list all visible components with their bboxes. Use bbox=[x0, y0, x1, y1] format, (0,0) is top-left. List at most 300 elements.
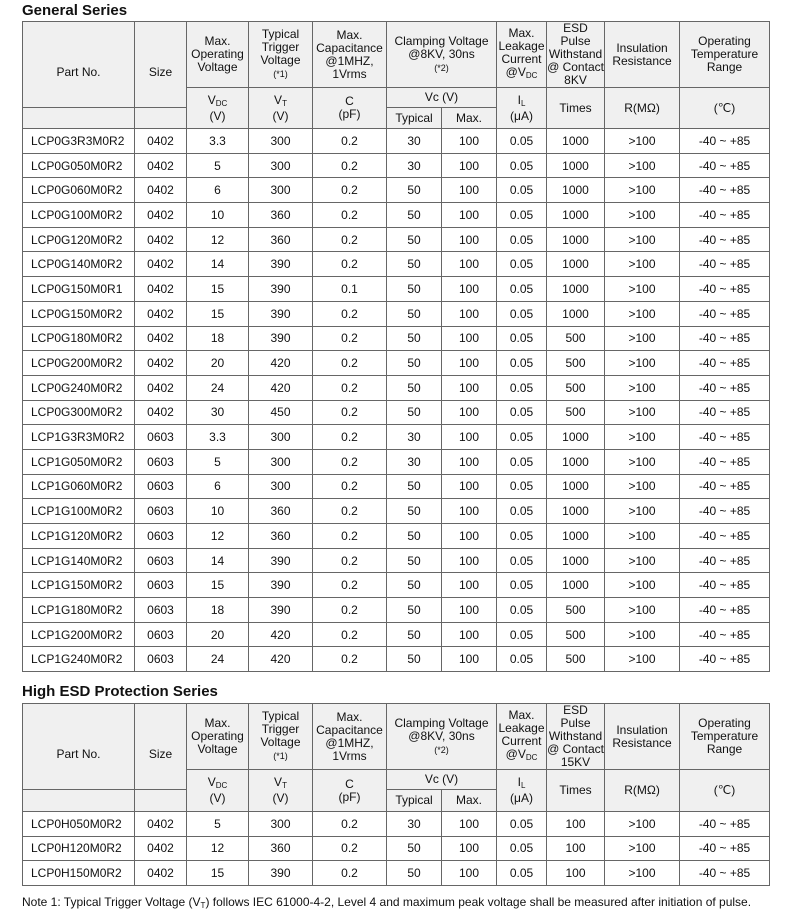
table-row bbox=[23, 301, 770, 326]
cell-trigger-voltage: 360 bbox=[249, 203, 313, 228]
cell-clamp-typical: 30 bbox=[387, 449, 442, 474]
unit-vdc: $V_{DC}$ (V) bbox=[187, 770, 249, 812]
cell-insulation: >100 bbox=[605, 425, 680, 450]
cell-clamp-max: 100 bbox=[442, 425, 497, 450]
cell-insulation: >100 bbox=[605, 474, 680, 499]
col-trigger-voltage: Typical Trigger Voltage (*1) bbox=[249, 22, 313, 88]
cell-max-voltage: 10 bbox=[187, 499, 249, 524]
col-insulation: Insulation Resistance bbox=[605, 22, 680, 88]
cell-capacitance: 0.2 bbox=[313, 400, 387, 425]
cell-size: 0603 bbox=[135, 425, 187, 450]
cell-esd-times: 1000 bbox=[547, 524, 605, 549]
unit-temp: (℃) bbox=[680, 770, 770, 812]
cell-capacitance: 0.2 bbox=[313, 836, 387, 861]
cell-temp-range: -40 ~ +85 bbox=[680, 573, 770, 598]
cell-temp-range: -40 ~ +85 bbox=[680, 425, 770, 450]
cell-clamp-max: 100 bbox=[442, 203, 497, 228]
cell-part-no: LCP0H150M0R2 bbox=[23, 861, 135, 886]
cell-esd-times: 100 bbox=[547, 836, 605, 861]
cell-clamp-max: 100 bbox=[442, 449, 497, 474]
cell-part-no: LCP0H050M0R2 bbox=[23, 812, 135, 837]
cell-part-no: LCP1G3R3M0R2 bbox=[23, 425, 135, 450]
cell-clamp-typical: 50 bbox=[387, 598, 442, 623]
cell-insulation: >100 bbox=[605, 647, 680, 672]
col-operating-temp: Operating Temperature Range bbox=[680, 22, 770, 88]
cell-capacitance: 0.2 bbox=[313, 203, 387, 228]
cell-part-no: LCP0H120M0R2 bbox=[23, 836, 135, 861]
cell-max-voltage: 5 bbox=[187, 449, 249, 474]
cell-temp-range: -40 ~ +85 bbox=[680, 499, 770, 524]
cell-insulation: >100 bbox=[605, 203, 680, 228]
cell-clamp-typical: 50 bbox=[387, 351, 442, 376]
cell-clamp-typical: 50 bbox=[387, 474, 442, 499]
cell-trigger-voltage: 390 bbox=[249, 326, 313, 351]
cell-size: 0603 bbox=[135, 622, 187, 647]
cell-capacitance: 0.2 bbox=[313, 153, 387, 178]
table-row bbox=[23, 836, 770, 861]
table-row bbox=[23, 227, 770, 252]
cell-temp-range: -40 ~ +85 bbox=[680, 227, 770, 252]
table-row bbox=[23, 861, 770, 886]
cell-capacitance: 0.2 bbox=[313, 474, 387, 499]
cell-max-voltage: 10 bbox=[187, 203, 249, 228]
cell-size: 0603 bbox=[135, 573, 187, 598]
cell-size: 0603 bbox=[135, 524, 187, 549]
cell-max-voltage: 3.3 bbox=[187, 129, 249, 154]
cell-trigger-voltage: 390 bbox=[249, 252, 313, 277]
cell-temp-range: -40 ~ +85 bbox=[680, 252, 770, 277]
cell-size: 0402 bbox=[135, 153, 187, 178]
cell-trigger-voltage: 420 bbox=[249, 647, 313, 672]
cell-trigger-voltage: 390 bbox=[249, 573, 313, 598]
cell-leakage: 0.05 bbox=[497, 449, 547, 474]
cell-clamp-max: 100 bbox=[442, 598, 497, 623]
cell-esd-times: 1000 bbox=[547, 227, 605, 252]
cell-clamp-max: 100 bbox=[442, 178, 497, 203]
cell-trigger-voltage: 390 bbox=[249, 861, 313, 886]
cell-leakage: 0.05 bbox=[497, 861, 547, 886]
cell-part-no: LCP1G050M0R2 bbox=[23, 449, 135, 474]
cell-insulation: >100 bbox=[605, 598, 680, 623]
cell-capacitance: 0.2 bbox=[313, 524, 387, 549]
cell-size: 0402 bbox=[135, 178, 187, 203]
cell-esd-times: 500 bbox=[547, 326, 605, 351]
cell-trigger-voltage: 360 bbox=[249, 499, 313, 524]
cell-size: 0402 bbox=[135, 129, 187, 154]
unit-vc: Vc (V) bbox=[387, 88, 497, 108]
cell-insulation: >100 bbox=[605, 548, 680, 573]
cell-capacitance: 0.2 bbox=[313, 812, 387, 837]
cell-esd-times: 1000 bbox=[547, 499, 605, 524]
cell-clamp-typical: 50 bbox=[387, 524, 442, 549]
cell-esd-times: 500 bbox=[547, 375, 605, 400]
cell-clamp-typical: 50 bbox=[387, 836, 442, 861]
cell-leakage: 0.05 bbox=[497, 573, 547, 598]
unit-vt: $V_T$ (V) bbox=[249, 770, 313, 812]
cell-max-voltage: 15 bbox=[187, 277, 249, 302]
col-size: Size bbox=[135, 704, 187, 790]
cell-insulation: >100 bbox=[605, 861, 680, 886]
unit-typical: Typical bbox=[387, 790, 442, 812]
high-esd-series-table bbox=[22, 703, 770, 886]
col-leakage-current: Max. Leakage Current $@V_{DC}$ bbox=[497, 22, 547, 88]
cell-part-no: LCP0G240M0R2 bbox=[23, 375, 135, 400]
table-row bbox=[23, 622, 770, 647]
cell-capacitance: 0.1 bbox=[313, 277, 387, 302]
cell-temp-range: -40 ~ +85 bbox=[680, 129, 770, 154]
cell-clamp-max: 100 bbox=[442, 812, 497, 837]
cell-esd-times: 1000 bbox=[547, 449, 605, 474]
cell-clamp-typical: 50 bbox=[387, 277, 442, 302]
cell-esd-times: 500 bbox=[547, 647, 605, 672]
cell-clamp-typical: 50 bbox=[387, 573, 442, 598]
header-spacer bbox=[135, 108, 187, 129]
cell-max-voltage: 30 bbox=[187, 400, 249, 425]
unit-times: Times bbox=[547, 88, 605, 129]
cell-insulation: >100 bbox=[605, 252, 680, 277]
table-row bbox=[23, 277, 770, 302]
col-max-capacitance: Max. Capacitance @1MHZ, 1Vrms bbox=[313, 22, 387, 88]
table-row bbox=[23, 524, 770, 549]
table-row bbox=[23, 449, 770, 474]
table-row bbox=[23, 647, 770, 672]
cell-leakage: 0.05 bbox=[497, 252, 547, 277]
cell-capacitance: 0.2 bbox=[313, 598, 387, 623]
cell-clamp-max: 100 bbox=[442, 548, 497, 573]
cell-esd-times: 500 bbox=[547, 400, 605, 425]
cell-clamp-typical: 50 bbox=[387, 227, 442, 252]
unit-vdc: $V_{DC}$ (V) bbox=[187, 88, 249, 129]
col-size: Size bbox=[135, 22, 187, 108]
cell-insulation: >100 bbox=[605, 129, 680, 154]
cell-trigger-voltage: 300 bbox=[249, 449, 313, 474]
unit-vt: $V_T$ (V) bbox=[249, 88, 313, 129]
cell-esd-times: 1000 bbox=[547, 153, 605, 178]
table-row bbox=[23, 351, 770, 376]
cell-temp-range: -40 ~ +85 bbox=[680, 836, 770, 861]
cell-esd-times: 500 bbox=[547, 598, 605, 623]
cell-esd-times: 1000 bbox=[547, 301, 605, 326]
cell-trigger-voltage: 300 bbox=[249, 129, 313, 154]
cell-esd-times: 1000 bbox=[547, 548, 605, 573]
cell-size: 0402 bbox=[135, 277, 187, 302]
cell-capacitance: 0.2 bbox=[313, 326, 387, 351]
cell-temp-range: -40 ~ +85 bbox=[680, 622, 770, 647]
cell-clamp-max: 100 bbox=[442, 375, 497, 400]
cell-size: 0603 bbox=[135, 598, 187, 623]
cell-clamp-typical: 30 bbox=[387, 812, 442, 837]
cell-clamp-max: 100 bbox=[442, 227, 497, 252]
table-row bbox=[23, 203, 770, 228]
cell-max-voltage: 6 bbox=[187, 178, 249, 203]
cell-leakage: 0.05 bbox=[497, 598, 547, 623]
cell-insulation: >100 bbox=[605, 178, 680, 203]
cell-esd-times: 1000 bbox=[547, 277, 605, 302]
cell-clamp-max: 100 bbox=[442, 474, 497, 499]
cell-trigger-voltage: 360 bbox=[249, 227, 313, 252]
cell-part-no: LCP0G200M0R2 bbox=[23, 351, 135, 376]
table-row bbox=[23, 129, 770, 154]
cell-clamp-max: 100 bbox=[442, 153, 497, 178]
cell-max-voltage: 20 bbox=[187, 351, 249, 376]
general-series-body bbox=[23, 129, 770, 672]
cell-temp-range: -40 ~ +85 bbox=[680, 400, 770, 425]
cell-trigger-voltage: 390 bbox=[249, 548, 313, 573]
cell-clamp-typical: 50 bbox=[387, 252, 442, 277]
cell-temp-range: -40 ~ +85 bbox=[680, 326, 770, 351]
table-row bbox=[23, 499, 770, 524]
cell-trigger-voltage: 300 bbox=[249, 153, 313, 178]
cell-leakage: 0.05 bbox=[497, 548, 547, 573]
cell-part-no: LCP0G150M0R2 bbox=[23, 301, 135, 326]
cell-clamp-max: 100 bbox=[442, 499, 497, 524]
unit-vc: Vc (V) bbox=[387, 770, 497, 790]
cell-part-no: LCP1G200M0R2 bbox=[23, 622, 135, 647]
cell-leakage: 0.05 bbox=[497, 351, 547, 376]
cell-leakage: 0.05 bbox=[497, 129, 547, 154]
cell-part-no: LCP1G100M0R2 bbox=[23, 499, 135, 524]
table-row bbox=[23, 400, 770, 425]
cell-temp-range: -40 ~ +85 bbox=[680, 598, 770, 623]
cell-temp-range: -40 ~ +85 bbox=[680, 812, 770, 837]
cell-esd-times: 500 bbox=[547, 351, 605, 376]
cell-max-voltage: 12 bbox=[187, 524, 249, 549]
cell-part-no: LCP0G120M0R2 bbox=[23, 227, 135, 252]
cell-size: 0402 bbox=[135, 400, 187, 425]
cell-capacitance: 0.2 bbox=[313, 301, 387, 326]
cell-leakage: 0.05 bbox=[497, 400, 547, 425]
cell-leakage: 0.05 bbox=[497, 474, 547, 499]
general-series-table bbox=[22, 21, 770, 672]
cell-esd-times: 1000 bbox=[547, 178, 605, 203]
col-max-capacitance: Max. Capacitance @1MHZ, 1Vrms bbox=[313, 704, 387, 770]
cell-max-voltage: 18 bbox=[187, 326, 249, 351]
cell-clamp-max: 100 bbox=[442, 277, 497, 302]
cell-clamp-typical: 50 bbox=[387, 375, 442, 400]
cell-temp-range: -40 ~ +85 bbox=[680, 277, 770, 302]
cell-insulation: >100 bbox=[605, 400, 680, 425]
cell-part-no: LCP1G150M0R2 bbox=[23, 573, 135, 598]
cell-size: 0603 bbox=[135, 474, 187, 499]
table-row bbox=[23, 178, 770, 203]
cell-max-voltage: 18 bbox=[187, 598, 249, 623]
cell-part-no: LCP1G240M0R2 bbox=[23, 647, 135, 672]
cell-esd-times: 500 bbox=[547, 622, 605, 647]
cell-temp-range: -40 ~ +85 bbox=[680, 449, 770, 474]
cell-temp-range: -40 ~ +85 bbox=[680, 178, 770, 203]
table-row bbox=[23, 598, 770, 623]
unit-r: R(MΩ) bbox=[605, 770, 680, 812]
cell-clamp-typical: 50 bbox=[387, 326, 442, 351]
cell-leakage: 0.05 bbox=[497, 277, 547, 302]
cell-insulation: >100 bbox=[605, 326, 680, 351]
unit-temp: (℃) bbox=[680, 88, 770, 129]
cell-trigger-voltage: 360 bbox=[249, 836, 313, 861]
table-row bbox=[23, 573, 770, 598]
cell-size: 0402 bbox=[135, 351, 187, 376]
unit-il: $I_L$ (μA) bbox=[497, 770, 547, 812]
table-row bbox=[23, 425, 770, 450]
cell-clamp-max: 100 bbox=[442, 524, 497, 549]
cell-clamp-max: 100 bbox=[442, 622, 497, 647]
cell-insulation: >100 bbox=[605, 836, 680, 861]
table-row bbox=[23, 548, 770, 573]
cell-insulation: >100 bbox=[605, 301, 680, 326]
cell-clamp-max: 100 bbox=[442, 326, 497, 351]
cell-clamp-typical: 50 bbox=[387, 622, 442, 647]
cell-max-voltage: 14 bbox=[187, 252, 249, 277]
cell-capacitance: 0.2 bbox=[313, 573, 387, 598]
cell-trigger-voltage: 420 bbox=[249, 351, 313, 376]
cell-max-voltage: 14 bbox=[187, 548, 249, 573]
cell-capacitance: 0.2 bbox=[313, 425, 387, 450]
header-spacer bbox=[135, 790, 187, 812]
cell-esd-times: 1000 bbox=[547, 129, 605, 154]
cell-capacitance: 0.2 bbox=[313, 622, 387, 647]
cell-trigger-voltage: 420 bbox=[249, 622, 313, 647]
cell-temp-range: -40 ~ +85 bbox=[680, 548, 770, 573]
cell-max-voltage: 12 bbox=[187, 227, 249, 252]
cell-insulation: >100 bbox=[605, 499, 680, 524]
cell-temp-range: -40 ~ +85 bbox=[680, 474, 770, 499]
cell-capacitance: 0.2 bbox=[313, 449, 387, 474]
cell-capacitance: 0.2 bbox=[313, 548, 387, 573]
cell-max-voltage: 5 bbox=[187, 153, 249, 178]
cell-capacitance: 0.2 bbox=[313, 647, 387, 672]
cell-leakage: 0.05 bbox=[497, 326, 547, 351]
col-insulation: Insulation Resistance bbox=[605, 704, 680, 770]
cell-size: 0603 bbox=[135, 449, 187, 474]
cell-part-no: LCP0G300M0R2 bbox=[23, 400, 135, 425]
cell-part-no: LCP1G060M0R2 bbox=[23, 474, 135, 499]
cell-size: 0402 bbox=[135, 252, 187, 277]
col-trigger-voltage: Typical Trigger Voltage (*1) bbox=[249, 704, 313, 770]
cell-part-no: LCP1G180M0R2 bbox=[23, 598, 135, 623]
cell-leakage: 0.05 bbox=[497, 836, 547, 861]
cell-temp-range: -40 ~ +85 bbox=[680, 301, 770, 326]
cell-leakage: 0.05 bbox=[497, 153, 547, 178]
cell-max-voltage: 15 bbox=[187, 861, 249, 886]
cell-leakage: 0.05 bbox=[497, 524, 547, 549]
col-part-no: Part No. bbox=[23, 22, 135, 108]
col-esd-pulse: ESD Pulse Withstand @ Contact 15KV bbox=[547, 703, 604, 769]
cell-insulation: >100 bbox=[605, 375, 680, 400]
col-clamping-voltage: Clamping Voltage @8KV, 30ns (*2) bbox=[387, 22, 497, 88]
table-row bbox=[23, 326, 770, 351]
cell-leakage: 0.05 bbox=[497, 812, 547, 837]
cell-size: 0402 bbox=[135, 227, 187, 252]
cell-insulation: >100 bbox=[605, 351, 680, 376]
cell-trigger-voltage: 300 bbox=[249, 425, 313, 450]
cell-insulation: >100 bbox=[605, 153, 680, 178]
cell-clamp-typical: 50 bbox=[387, 400, 442, 425]
cell-clamp-max: 100 bbox=[442, 836, 497, 861]
cell-max-voltage: 24 bbox=[187, 647, 249, 672]
col-max-op-voltage: Max. Operating Voltage bbox=[187, 22, 249, 88]
cell-part-no: LCP1G140M0R2 bbox=[23, 548, 135, 573]
cell-leakage: 0.05 bbox=[497, 647, 547, 672]
cell-size: 0402 bbox=[135, 812, 187, 837]
footnote: Note 1: Typical Trigger Voltage $(V_T)$ follows IEC 61000-4-2, Level 4 and maximum peak voltage shall be measured after initiation of pulse. bbox=[22, 895, 752, 910]
cell-leakage: 0.05 bbox=[497, 227, 547, 252]
cell-trigger-voltage: 390 bbox=[249, 598, 313, 623]
cell-clamp-max: 100 bbox=[442, 861, 497, 886]
cell-leakage: 0.05 bbox=[497, 301, 547, 326]
cell-max-voltage: 5 bbox=[187, 812, 249, 837]
cell-insulation: >100 bbox=[605, 812, 680, 837]
cell-part-no: LCP0G060M0R2 bbox=[23, 178, 135, 203]
cell-size: 0402 bbox=[135, 836, 187, 861]
cell-trigger-voltage: 420 bbox=[249, 375, 313, 400]
col-clamping-voltage: Clamping Voltage @8KV, 30ns (*2) bbox=[387, 704, 497, 770]
cell-esd-times: 100 bbox=[547, 861, 605, 886]
cell-esd-times: 1000 bbox=[547, 474, 605, 499]
cell-trigger-voltage: 300 bbox=[249, 474, 313, 499]
cell-max-voltage: 15 bbox=[187, 573, 249, 598]
cell-leakage: 0.05 bbox=[497, 425, 547, 450]
cell-insulation: >100 bbox=[605, 622, 680, 647]
cell-clamp-typical: 30 bbox=[387, 153, 442, 178]
cell-size: 0603 bbox=[135, 647, 187, 672]
cell-trigger-voltage: 450 bbox=[249, 400, 313, 425]
cell-clamp-typical: 50 bbox=[387, 861, 442, 886]
cell-temp-range: -40 ~ +85 bbox=[680, 375, 770, 400]
cell-clamp-typical: 50 bbox=[387, 301, 442, 326]
col-operating-temp: Operating Temperature Range bbox=[680, 704, 770, 770]
cell-temp-range: -40 ~ +85 bbox=[680, 351, 770, 376]
cell-size: 0603 bbox=[135, 548, 187, 573]
cell-max-voltage: 20 bbox=[187, 622, 249, 647]
col-leakage-current: Max. Leakage Current $@V_{DC}$ bbox=[497, 704, 547, 770]
cell-max-voltage: 24 bbox=[187, 375, 249, 400]
section-title-high-esd: High ESD Protection Series bbox=[22, 683, 218, 700]
col-part-no: Part No. bbox=[23, 704, 135, 790]
cell-esd-times: 1000 bbox=[547, 203, 605, 228]
table-row bbox=[23, 153, 770, 178]
cell-temp-range: -40 ~ +85 bbox=[680, 524, 770, 549]
header-spacer bbox=[23, 108, 135, 129]
cell-clamp-typical: 50 bbox=[387, 178, 442, 203]
cell-part-no: LCP0G050M0R2 bbox=[23, 153, 135, 178]
cell-insulation: >100 bbox=[605, 524, 680, 549]
cell-insulation: >100 bbox=[605, 573, 680, 598]
cell-part-no: LCP0G3R3M0R2 bbox=[23, 129, 135, 154]
cell-clamp-typical: 50 bbox=[387, 499, 442, 524]
cell-part-no: LCP0G100M0R2 bbox=[23, 203, 135, 228]
unit-times: Times bbox=[547, 770, 605, 812]
cell-capacitance: 0.2 bbox=[313, 499, 387, 524]
section-title-general: General Series bbox=[22, 2, 128, 19]
cell-trigger-voltage: 300 bbox=[249, 812, 313, 837]
cell-capacitance: 0.2 bbox=[313, 861, 387, 886]
cell-clamp-typical: 50 bbox=[387, 548, 442, 573]
cell-insulation: >100 bbox=[605, 227, 680, 252]
cell-clamp-max: 100 bbox=[442, 351, 497, 376]
cell-leakage: 0.05 bbox=[497, 178, 547, 203]
table-row bbox=[23, 812, 770, 837]
unit-c: C (pF) bbox=[313, 770, 387, 812]
unit-max: Max. bbox=[442, 108, 497, 129]
cell-insulation: >100 bbox=[605, 449, 680, 474]
cell-leakage: 0.05 bbox=[497, 499, 547, 524]
cell-size: 0603 bbox=[135, 499, 187, 524]
cell-trigger-voltage: 300 bbox=[249, 178, 313, 203]
cell-part-no: LCP0G150M0R1 bbox=[23, 277, 135, 302]
cell-size: 0402 bbox=[135, 326, 187, 351]
cell-leakage: 0.05 bbox=[497, 375, 547, 400]
unit-typical: Typical bbox=[387, 108, 442, 129]
table-row bbox=[23, 375, 770, 400]
